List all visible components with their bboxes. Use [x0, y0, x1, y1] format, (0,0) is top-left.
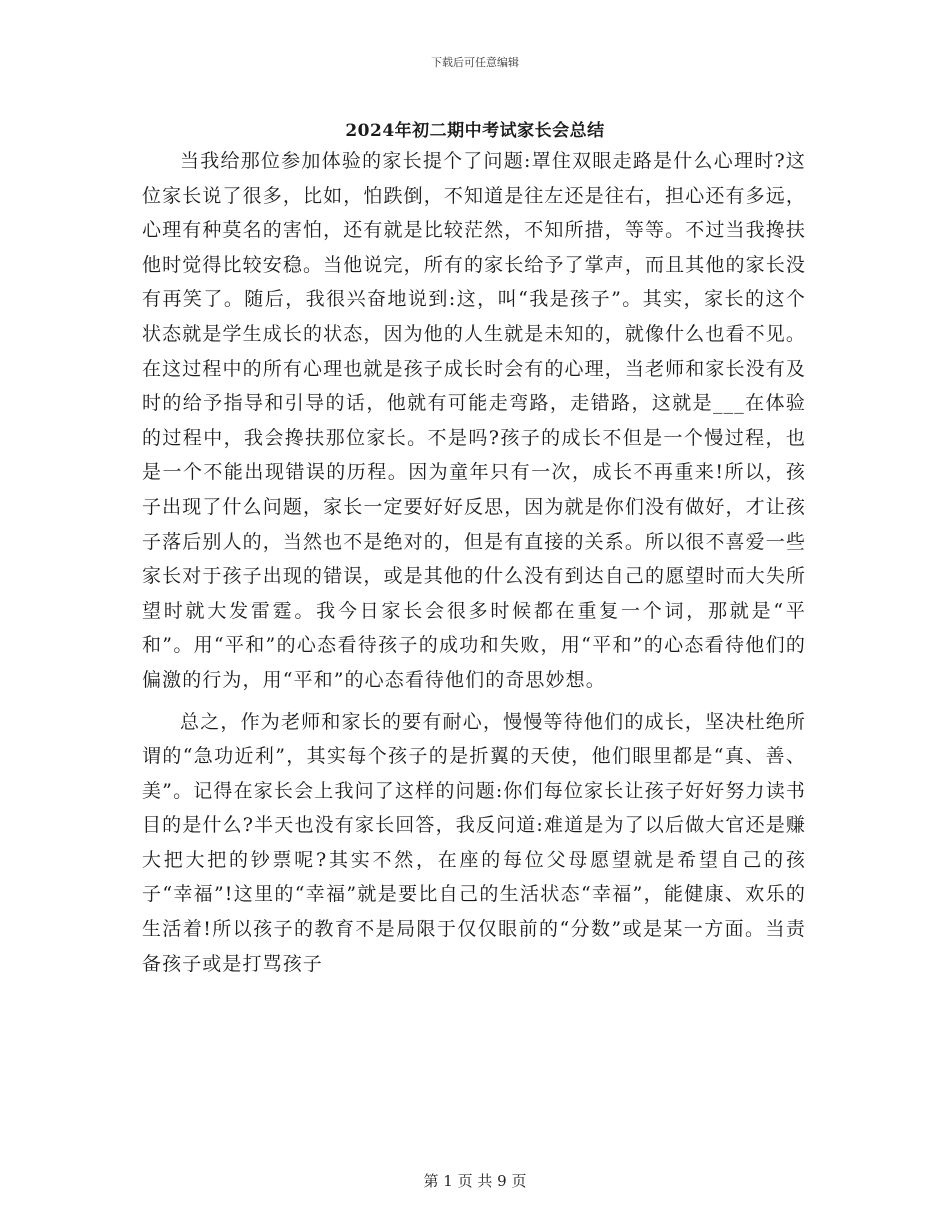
page-number: 第 1 页 共 9 页: [423, 1172, 527, 1190]
document-body: [142, 144, 806, 981]
paragraph-2: 总之，作为老师和家长的要有耐心，慢慢等待他们的成长，坚决杜绝所谓的“急功近利”，其实每个孩子的是折翼的天使，他们眼里都是“真、善、美”。记得在家长会上我问了这样的问题:你们每位家长让孩子好好努力读书目的是什么?半天也没有家长回答，我反问道:难道是为了以后做大官还是赚大把大把的钞票呢?其实不然，在座的每位父母愿望就是希望自己的孩子“幸福”!这里的“幸福”就是要比自己的生活状态“幸福”，能健康、欢乐的生活着!所以孩子的教育不是局限于仅仅眼前的“分数”或是某一方面。当责备孩子或是打骂孩子: [142, 710, 806, 975]
paragraph-1: 当我给那位参加体验的家长提个了问题:罩住双眼走路是什么心理时?这位家长说了很多，比如，怕跌倒，不知道是往左还是往右，担心还有多远，心理有种莫名的害怕，还有就是比较茫然，不知所措，等等。不过当我搀扶他时觉得比较安稳。当他说完，所有的家长给予了掌声，而且其他的家长没有再笑了。随后，我很兴奋地说到:这，叫“我是孩子”。其实，家长的这个状态就是学生成长的状态，因为他的人生就是未知的，就像什么也看不见。在这过程中的所有心理也就是孩子成长时会有的心理，当老师和家长没有及时的给予指导和引导的话，他就有可能走弯路，走错路，这就是___在体验的过程中，我会搀扶那位家长。不是吗?孩子的成长不但是一个慢过程，也是一个不能出现错误的历程。因为童年只有一次，成长不再重来!所以，孩子出现了什么问题，家长一定要好好反思，因为就是你们没有做好，才让孩子落后别人的，当然也不是绝对的，但是有直接的关系。所以很不喜爱一些家长对于孩子出现的错误，或是其他的什么没有到达自己的愿望时而大失所望时就大发雷霆。我今日家长会很多时候都在重复一个词，那就是“平和”。用“平和”的心态看待孩子的成功和失败，用“平和”的心态看待他们的偏激的行为，用“平和”的心态看待他们的奇思妙想。: [142, 150, 806, 691]
document-title: 2024年初二期中考试家长会总结: [345, 121, 605, 141]
page-header-note: 下载后可任意编辑: [431, 56, 519, 69]
